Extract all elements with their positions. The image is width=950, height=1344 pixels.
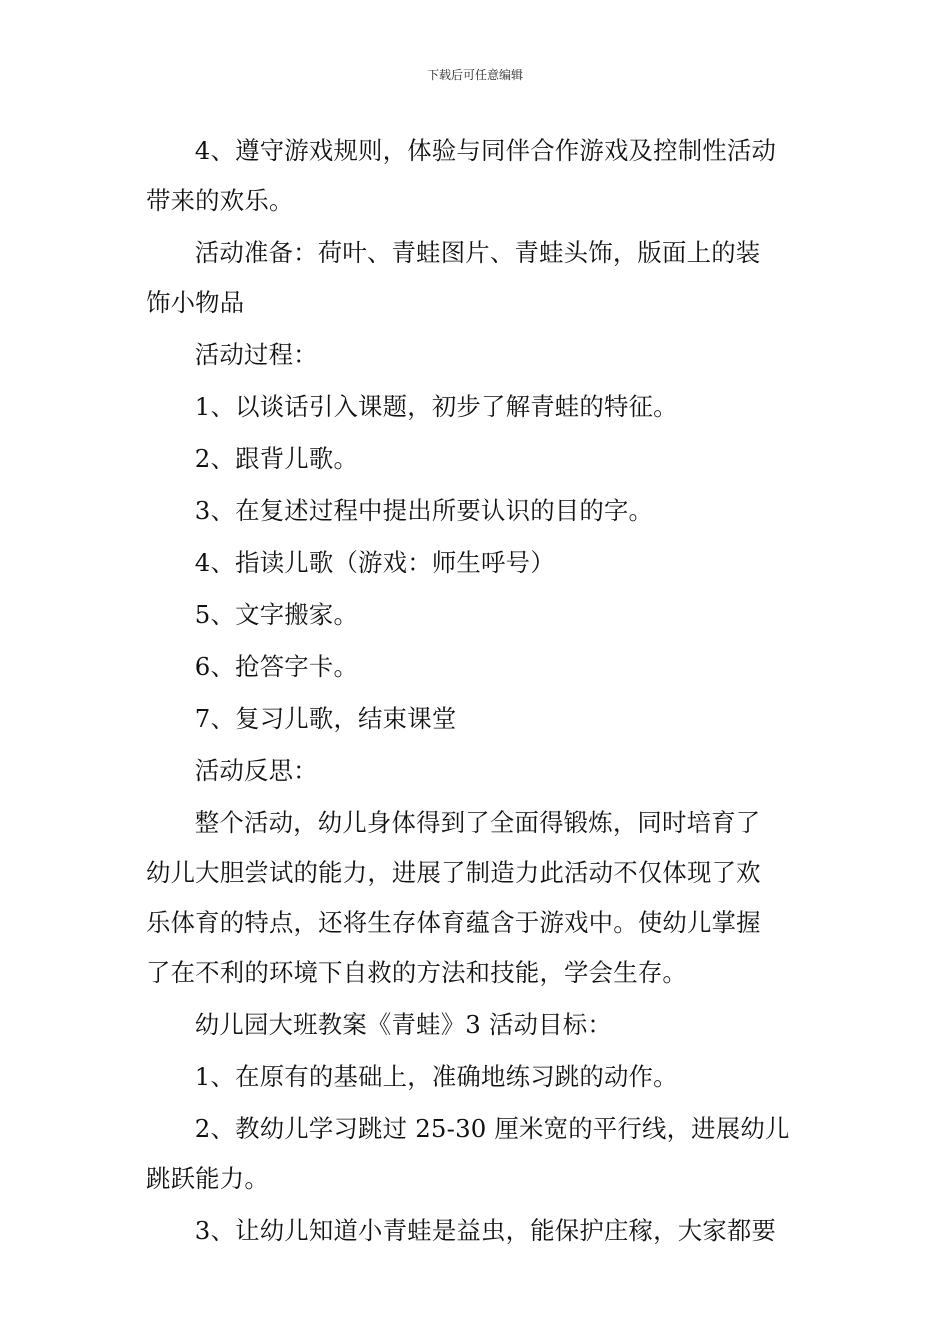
paragraph-line: 5、文字搬家。: [194, 600, 359, 629]
paragraph: [146, 1104, 806, 1204]
paragraph-line: 幼儿大胆尝试的能力，进展了制造力此活动不仅体现了欢: [146, 858, 761, 887]
paragraph-line: 1、以谈话引入课题，初步了解青蛙的特征。: [194, 392, 678, 421]
paragraph: [146, 798, 806, 998]
paragraph: [146, 382, 806, 432]
paragraph-line: 带来的欢乐。: [146, 186, 294, 215]
paragraph-line: 了在不利的环境下自救的方法和技能，学会生存。: [146, 958, 687, 987]
paragraph: [146, 434, 806, 484]
paragraph: [146, 330, 806, 380]
paragraph: [146, 228, 806, 328]
paragraph: [146, 126, 806, 226]
paragraph: [146, 1052, 806, 1102]
paragraph: [146, 486, 806, 536]
paragraph-line: 幼儿园大班教案《青蛙》3 活动目标：: [194, 1010, 612, 1039]
paragraph: [146, 590, 806, 640]
paragraph-line: 乐体育的特点，还将生存体育蕴含于游戏中。使幼儿掌握: [146, 908, 761, 937]
paragraph-line: 活动准备：荷叶、青蛙图片、青蛙头饰，版面上的装: [194, 238, 761, 267]
document-body: [146, 126, 806, 1258]
paragraph-line: 整个活动，幼儿身体得到了全面得锻炼，同时培育了: [194, 808, 761, 837]
paragraph-line: 3、让幼儿知道小青蛙是益虫，能保护庄稼，大家都要: [194, 1216, 777, 1245]
paragraph: [146, 538, 806, 588]
paragraph: [146, 642, 806, 692]
paragraph: [146, 1206, 806, 1256]
paragraph-line: 跳跃能力。: [146, 1164, 269, 1193]
paragraph-line: 6、抢答字卡。: [194, 652, 359, 681]
page-header-note: 下载后可任意编辑: [426, 68, 523, 82]
paragraph-line: 饰小物品: [146, 288, 245, 317]
paragraph-line: 活动反思：: [194, 756, 318, 785]
paragraph-line: 3、在复述过程中提出所要认识的目的字。: [194, 496, 654, 525]
paragraph-line: 1、在原有的基础上，准确地练习跳的动作。: [194, 1062, 678, 1091]
paragraph: [146, 694, 806, 744]
paragraph-line: 7、复习儿歌，结束课堂: [194, 704, 457, 733]
paragraph-line: 活动过程：: [194, 340, 318, 369]
paragraph: [146, 1000, 806, 1050]
paragraph-line: 4、指读儿歌（游戏：师生呼号）: [194, 548, 555, 577]
paragraph-line: 4、遵守游戏规则，体验与同伴合作游戏及控制性活动: [194, 136, 777, 165]
paragraph-line: 2、教幼儿学习跳过 25-30 厘米宽的平行线，进展幼儿: [194, 1114, 790, 1143]
paragraph-line: 2、跟背儿歌。: [194, 444, 359, 473]
paragraph: [146, 746, 806, 796]
